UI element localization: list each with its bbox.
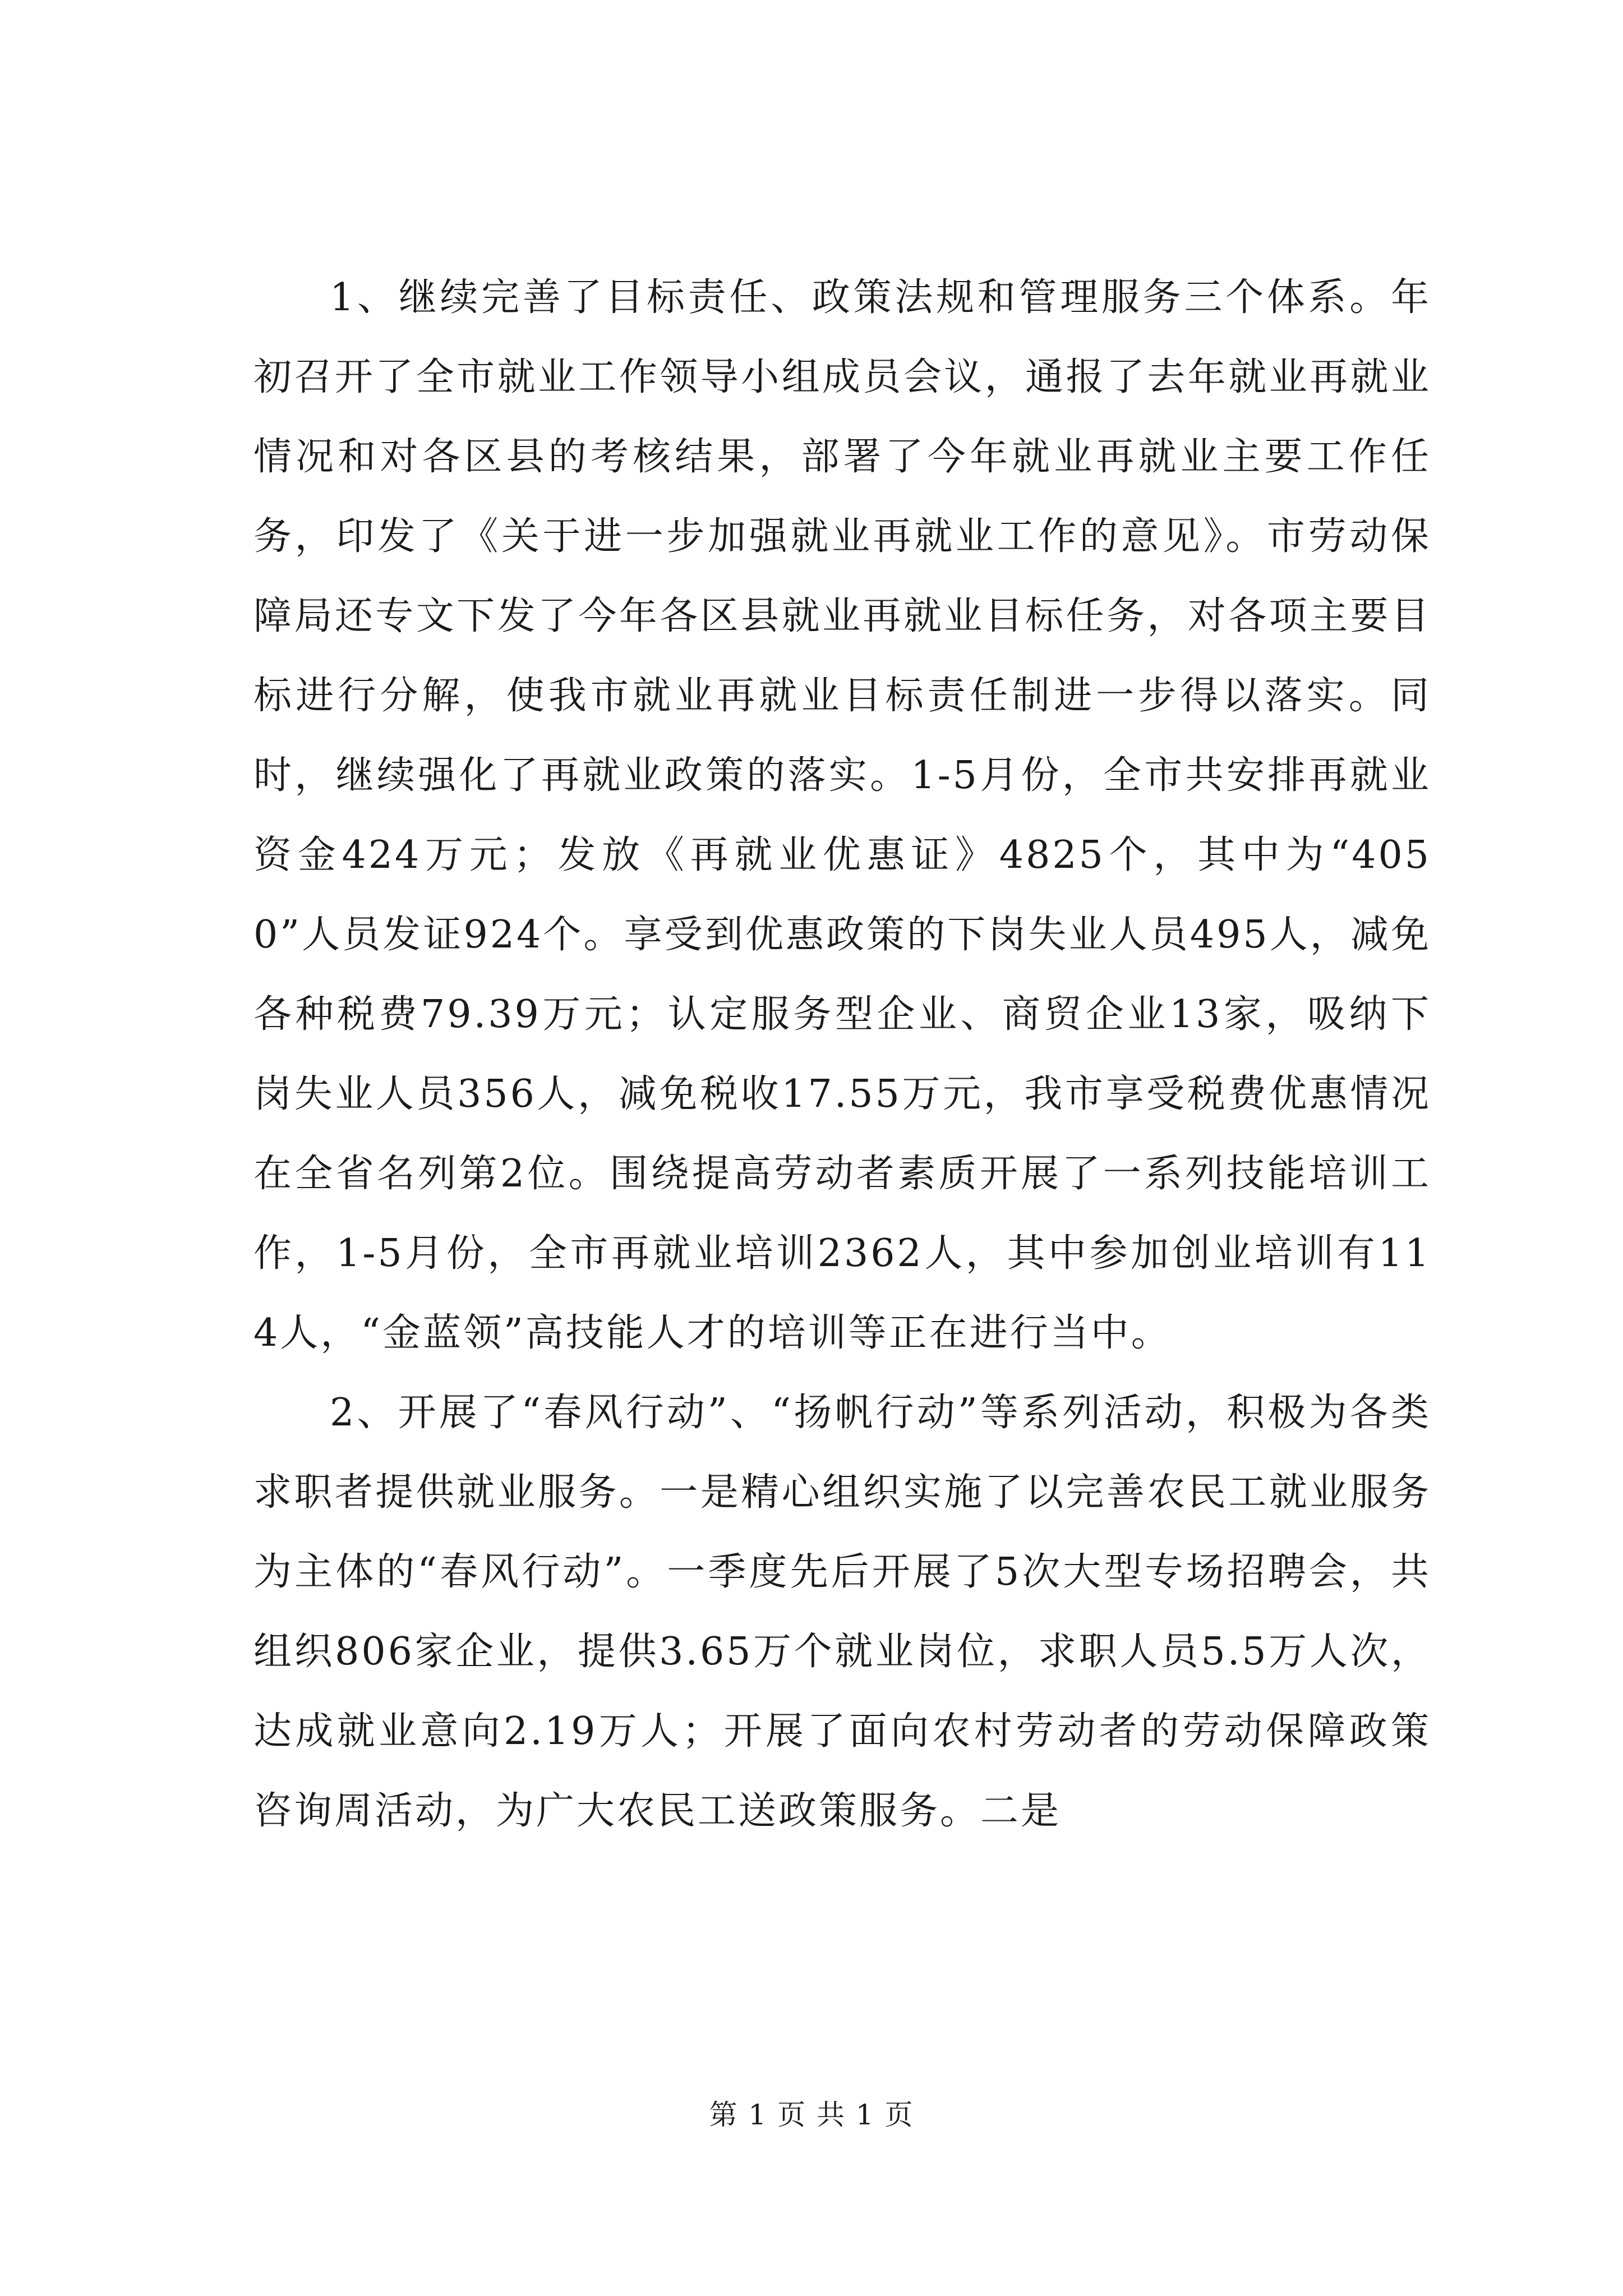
document-body (253, 258, 1431, 1851)
paragraph-1: 1、继续完善了目标责任、政策法规和管理服务三个体系。年初召开了全市就业工作领导小组成员会议，通报了去年就业再就业情况和对各区县的考核结果，部署了今年就业再就业主要工作任务，印发了《关于进一步加强就业再就业工作的意见》。市劳动保障局还专文下发了今年各区县就业再就业目标任务，对各项主要目标进行分解，使我市就业再就业目标责任制进一步得以落实。同时，继续强化了再就业政策的落实。1-5月份，全市共安排再就业资金424万元；发放《再就业优惠证》4825个，其中为“4050”人员发证924个。享受到优惠政策的下岗失业人员495人，减免各种税费79.39万元；认定服务型企业、商贸企业13家，吸纳下岗失业人员356人，减免税收17.55万元，我市享受税费优惠情况在全省名列第2位。围绕提高劳动者素质开展了一系列技能培训工作，1-5月份，全市再就业培训2362人，其中参加创业培训有114人，“金蓝领”高技能人才的培训等正在进行当中。 (253, 275, 1431, 1355)
page-number-footer: 第 1 页 共 1 页 (709, 2099, 914, 2131)
paragraph-2: 2、开展了“春风行动”、“扬帆行动”等系列活动，积极为各类求职者提供就业服务。一是精心组织实施了以完善农民工就业服务为主体的“春风行动”。一季度先后开展了5次大型专场招聘会，共组织806家企业，提供3.65万个就业岗位，求职人员5.5万人次，达成就业意向2.19万人；开展了面向农村劳动者的劳动保障政策咨询周活动，为广大农民工送政策服务。二是 (253, 1391, 1431, 1833)
